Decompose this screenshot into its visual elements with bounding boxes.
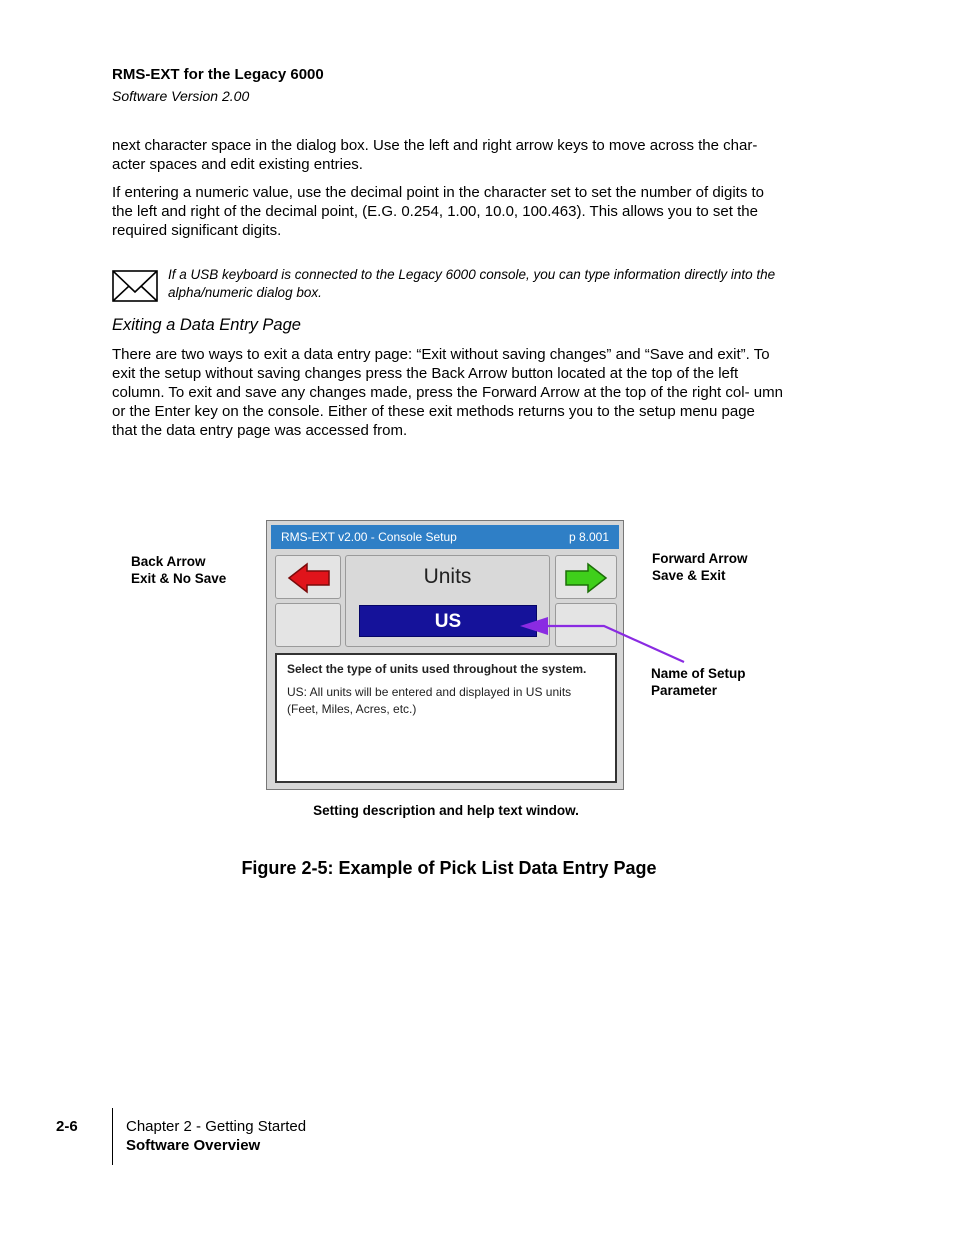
figure-caption: Figure 2-5: Example of Pick List Data Entry Page [241,858,657,878]
screen-title: RMS-EXT v2.00 - Console Setup [281,530,457,544]
forward-callout-line1: Forward Arrow [652,551,748,566]
footer-divider [112,1108,113,1165]
help-heading: Select the type of units used throughout the system. [287,662,587,676]
section-heading: Exiting a Data Entry Page [112,316,301,334]
footer-chapter: Chapter 2 - Getting Started [126,1118,307,1135]
screen-page-number: p 8.001 [568,530,609,544]
help-window-caption: Setting description and help text window. [313,803,579,818]
page-number: 2-6 [56,1118,78,1135]
document-title: RMS-EXT for the Legacy 6000 [112,66,324,83]
value-selector[interactable]: US [359,605,537,637]
footer-section: Software Overview [126,1137,261,1154]
back-callout-line2: Exit & No Save [131,571,227,586]
note-text: If a USB keyboard is connected to the Legacy 6000 console, you can type information directly into the alpha/numeric dialog box. [168,267,776,300]
paragraph-1: next character space in the dialog box. Use the left and right arrow keys to move across the char- acter spaces and edit existing entries. [112,137,758,173]
forward-callout-line2: Save & Exit [652,568,726,583]
callout-arrowhead [520,617,548,635]
back-callout-line1: Back Arrow [131,554,206,569]
name-callout-line1: Name of Setup [651,666,746,681]
parameter-name: Units [423,565,472,588]
paragraph-3: There are two ways to exit a data entry page: “Exit without saving changes” and “Save and exit”. To exit the setup without saving changes press the Back Arrow button located at the top of the left column. To exit and save any changes made, press the Forward Arrow at the top of the right col- umn or the Enter key on the console. Either of these exit methods returns you to the setup menu page that the data entry page was accessed from. [112,346,783,439]
paragraph-2: If entering a numeric value, use the decimal point in the character set to set the number of digits to the left and right of the decimal point, (E.G. 0.254, 1.00, 10.0, 100.463). This allows you to set the required significant digits. [112,184,765,239]
help-text: US: All units will be entered and displayed in US units (Feet, Miles, Acres, etc.) [287,685,572,716]
name-callout-line2: Parameter [651,683,718,698]
software-version: Software Version 2.00 [112,88,250,104]
